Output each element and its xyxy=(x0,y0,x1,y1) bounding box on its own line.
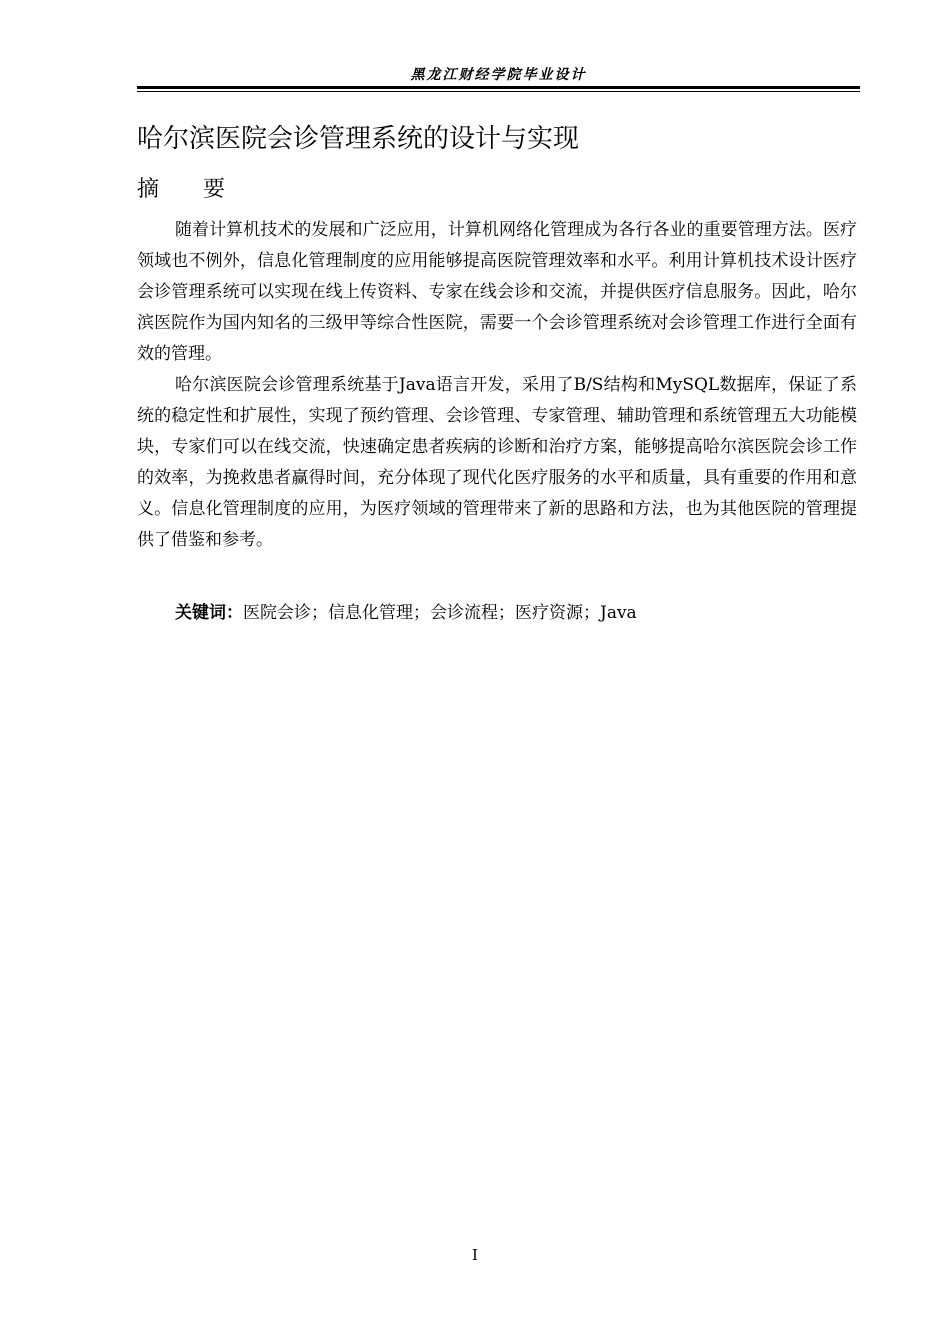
keywords-line xyxy=(175,598,637,628)
header-rule-thin xyxy=(137,91,860,92)
keywords-value: 医院会诊；信息化管理；会诊流程；医疗资源；Java xyxy=(243,603,637,623)
abstract-paragraph: 哈尔滨医院会诊管理系统基于Java语言开发，采用了B/S结构和MySQL数据库，保证了系统的稳定性和扩展性，实现了预约管理、会诊管理、专家管理、辅助管理和系统管理五大功能模块，专家们可以在线交流，快速确定患者疾病的诊断和治疗方案，能够提高哈尔滨医院会诊工作的效率，为挽救患者赢得时间，充分体现了现代化医疗服务的水平和质量，具有重要的作用和意义。信息化管理制度的应用，为医疗领域的管理带来了新的思路和方法，也为其他医院的管理提供了借鉴和参考。 xyxy=(137,375,857,550)
document-title: 哈尔滨医院会诊管理系统的设计与实现 xyxy=(137,124,580,154)
page-number: I xyxy=(472,1246,478,1264)
abstract-paragraph: 随着计算机技术的发展和广泛应用，计算机网络化管理成为各行各业的重要管理方法。医疗领域也不例外，信息化管理制度的应用能够提高医院管理效率和水平。利用计算机技术设计医疗会诊管理系统可以实现在线上传资料、专家在线会诊和交流，并提供医疗信息服务。因此，哈尔滨医院作为国内知名的三级甲等综合性医院，需要一个会诊管理系统对会诊管理工作进行全面有效的管理。 xyxy=(137,220,857,364)
header-rule-thick xyxy=(137,86,860,89)
abstract-heading: 摘要 xyxy=(137,177,270,202)
page-header: 黑龙江财经学院毕业设计 xyxy=(410,67,587,83)
abstract-body xyxy=(137,215,857,556)
keywords-label: 关键词： xyxy=(175,603,243,623)
